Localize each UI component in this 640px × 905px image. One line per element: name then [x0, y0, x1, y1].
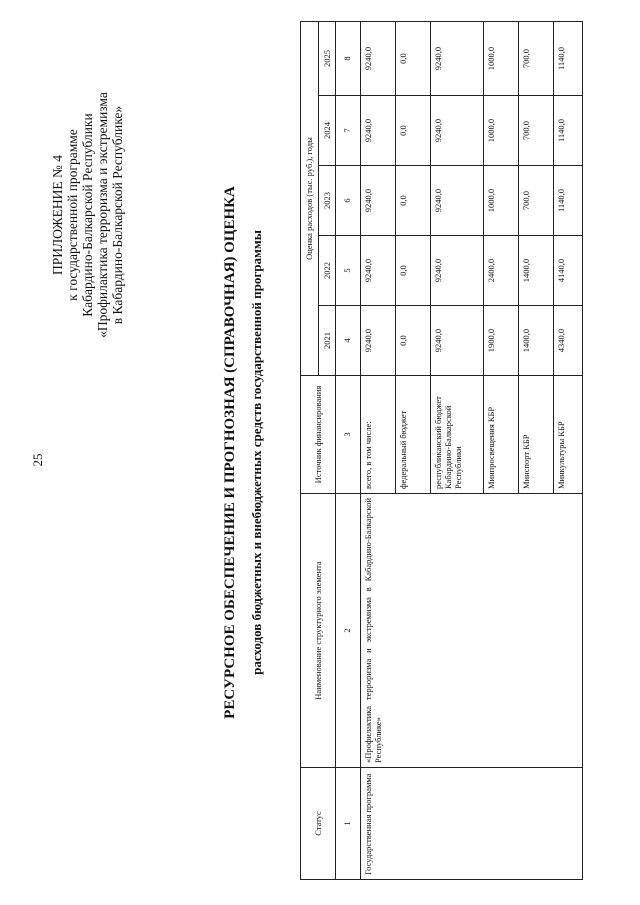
appendix-line-1: ПРИЛОЖЕНИЕ № 4	[50, 154, 65, 276]
header-row	[301, 22, 319, 880]
value-cell: 9240,0	[361, 236, 396, 306]
appendix-line-3: Кабардино-Балкарской Республики	[80, 113, 95, 317]
year-cell: 2022	[318, 236, 336, 306]
appendix-block	[50, 50, 125, 380]
value-cell: 9240,0	[431, 236, 484, 306]
document-title	[222, 0, 265, 905]
value-cell: 1140,0	[554, 96, 583, 166]
header-source: Источник финансирования	[301, 376, 336, 494]
value-cell: 9240,0	[431, 22, 484, 96]
column-number-row	[336, 22, 361, 880]
year-cell: 2023	[318, 166, 336, 236]
column-number: 3	[336, 376, 361, 494]
source-cell: всего, в том числе:	[361, 376, 396, 494]
source-cell: федеральный бюджет	[396, 376, 431, 494]
appendix-line-2: к государственной программе	[65, 129, 80, 301]
value-cell: 0,0	[396, 306, 431, 376]
value-cell: 0,0	[396, 236, 431, 306]
page-number: 25	[30, 453, 45, 467]
column-number: 8	[336, 22, 361, 96]
title-main: РЕСУРСНОЕ ОБЕСПЕЧЕНИЕ И ПРОГНОЗНАЯ (СПРАВОЧНАЯ) ОЦЕНКА	[222, 186, 238, 719]
source-cell: Минспорт КБР	[519, 376, 554, 494]
value-cell: 1000,0	[484, 166, 519, 236]
year-cell: 2021	[318, 306, 336, 376]
column-number: 4	[336, 306, 361, 376]
value-cell: 9240,0	[361, 96, 396, 166]
value-cell: 0,0	[396, 96, 431, 166]
value-cell: 9240,0	[431, 306, 484, 376]
source-cell: Минкультуры КБР	[554, 376, 583, 494]
value-cell: 700,0	[519, 22, 554, 96]
value-cell: 700,0	[519, 166, 554, 236]
value-cell: 9240,0	[361, 306, 396, 376]
source-cell: республиканский бюджет Кабардино-Балкарской Республики	[431, 376, 484, 494]
value-cell: 1400,0	[519, 236, 554, 306]
value-cell: 1900,0	[484, 306, 519, 376]
value-cell: 4140,0	[554, 236, 583, 306]
value-cell: 9240,0	[431, 96, 484, 166]
column-number: 1	[336, 768, 361, 880]
title-sub: расходов бюджетных и внебюджетных средств государственной программы	[249, 230, 264, 675]
column-number: 2	[336, 494, 361, 768]
value-cell: 0,0	[396, 166, 431, 236]
source-cell: Минпросвещения КБР	[484, 376, 519, 494]
value-cell: 9240,0	[361, 22, 396, 96]
column-number: 7	[336, 96, 361, 166]
value-cell: 1000,0	[484, 22, 519, 96]
value-cell: 9240,0	[361, 166, 396, 236]
year-cell: 2025	[318, 22, 336, 96]
header-estimate: Оценка расходов (тыс. руб.), годы	[301, 22, 319, 376]
value-cell: 700,0	[519, 96, 554, 166]
value-cell: 1000,0	[484, 96, 519, 166]
value-cell: 9240,0	[431, 166, 484, 236]
value-cell: 0,0	[396, 22, 431, 96]
value-cell: 1400,0	[519, 306, 554, 376]
status-cell: Государственная программа	[361, 768, 583, 880]
value-cell: 2400,0	[484, 236, 519, 306]
header-name: Наименование структурного элемента	[301, 494, 336, 768]
element-name-cell: «Профилактика терроризма и экстремизма в Кабардино-Балкарской Республике»	[361, 494, 583, 768]
header-status: Статус	[301, 768, 336, 880]
column-number: 6	[336, 166, 361, 236]
year-cell: 2024	[318, 96, 336, 166]
resource-table	[300, 21, 583, 880]
value-cell: 1140,0	[554, 22, 583, 96]
value-cell: 1140,0	[554, 166, 583, 236]
appendix-line-4: «Профилактика терроризма и экстремизма	[95, 92, 110, 338]
table-row	[361, 22, 396, 880]
value-cell: 4340,0	[554, 306, 583, 376]
appendix-line-5: в Кабардино-Балкарской Республике»	[110, 105, 125, 325]
column-number: 5	[336, 236, 361, 306]
